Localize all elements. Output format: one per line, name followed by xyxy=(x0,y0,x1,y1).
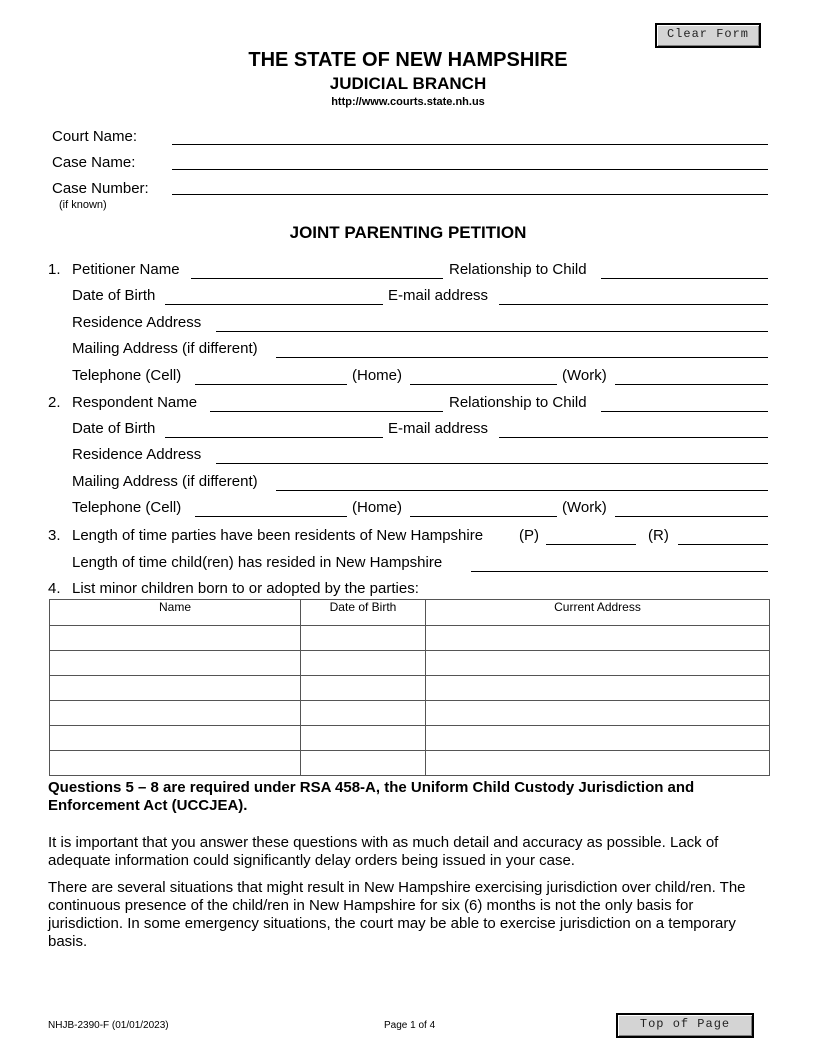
petitioner-mailing-field[interactable] xyxy=(276,357,768,358)
child-name-cell[interactable] xyxy=(50,676,301,701)
section-2-number: 2. xyxy=(48,394,61,411)
form-id: NHJB-2390-F (01/01/2023) xyxy=(48,1020,169,1031)
case-number-label: Case Number: xyxy=(52,180,149,197)
respondent-home-field[interactable] xyxy=(410,516,557,517)
petitioner-work-label: (Work) xyxy=(562,367,607,384)
child-residency-field[interactable] xyxy=(471,571,768,572)
children-list-label: List minor children born to or adopted by the parties: xyxy=(72,580,419,597)
child-residency-label: Length of time child(ren) has resided in New Hampshire xyxy=(72,554,443,571)
table-row xyxy=(50,751,770,776)
respondent-relationship-label: Relationship to Child xyxy=(449,394,587,411)
children-table xyxy=(49,599,770,776)
petitioner-email-field[interactable] xyxy=(499,304,768,305)
respondent-dob-field[interactable] xyxy=(165,437,383,438)
top-of-page-button[interactable]: Top of Page xyxy=(616,1013,754,1038)
table-row xyxy=(50,726,770,751)
respondent-work-label: (Work) xyxy=(562,499,607,516)
court-url: http://www.courts.state.nh.us xyxy=(331,96,485,108)
child-address-cell[interactable] xyxy=(426,676,770,701)
petitioner-name-field[interactable] xyxy=(191,278,443,279)
respondent-residence-field[interactable] xyxy=(216,463,768,464)
petitioner-home-field[interactable] xyxy=(410,384,557,385)
child-dob-cell[interactable] xyxy=(301,701,426,726)
respondent-name-field[interactable] xyxy=(210,411,443,412)
respondent-mailing-label: Mailing Address (if different) xyxy=(72,473,258,490)
section-4-number: 4. xyxy=(48,580,61,597)
petitioner-home-label: (Home) xyxy=(352,367,403,384)
respondent-email-field[interactable] xyxy=(499,437,768,438)
respondent-cell-label: Telephone (Cell) xyxy=(72,499,182,516)
child-name-cell[interactable] xyxy=(50,651,301,676)
respondent-mailing-field[interactable] xyxy=(276,490,768,491)
case-number-field[interactable] xyxy=(172,194,768,195)
column-header-dob: Date of Birth xyxy=(301,600,426,626)
petitioner-email-label: E-mail address xyxy=(388,287,489,304)
petitioner-dob-label: Date of Birth xyxy=(72,287,156,304)
child-dob-cell[interactable] xyxy=(301,626,426,651)
child-dob-cell[interactable] xyxy=(301,651,426,676)
column-header-name: Name xyxy=(50,600,301,626)
petitioner-cell-field[interactable] xyxy=(195,384,347,385)
column-header-address: Current Address xyxy=(426,600,770,626)
uccjea-heading: Questions 5 – 8 are required under RSA 458-A, the Uniform Child Custody Jurisdiction and Enforcement Act (UCCJEA). xyxy=(48,779,695,814)
child-name-cell[interactable] xyxy=(50,626,301,651)
respondent-name-label: Respondent Name xyxy=(72,394,198,411)
respondent-email-label: E-mail address xyxy=(388,420,489,437)
residency-r-label: (R) xyxy=(648,527,669,544)
respondent-home-label: (Home) xyxy=(352,499,403,516)
respondent-cell-field[interactable] xyxy=(195,516,347,517)
jurisdiction-paragraph: There are several situations that might result in New Hampshire exercising jurisdiction over child/ren. The continuous presence of the child/ren in New Hampshire for six (6) months is not the only basis for jurisdiction. In some emergency situations, the court may be able to exercise jurisdiction on a temporary basis. xyxy=(48,879,746,950)
case-name-field[interactable] xyxy=(172,169,768,170)
court-name-label: Court Name: xyxy=(52,128,138,145)
respondent-relationship-field[interactable] xyxy=(601,411,768,412)
table-row xyxy=(50,651,770,676)
respondent-work-field[interactable] xyxy=(615,516,768,517)
parties-residency-label: Length of time parties have been residents of New Hampshire xyxy=(72,527,484,544)
petitioner-work-field[interactable] xyxy=(615,384,768,385)
section-1-number: 1. xyxy=(48,261,61,278)
page-number: Page 1 of 4 xyxy=(384,1020,436,1031)
table-row xyxy=(50,701,770,726)
court-name-field[interactable] xyxy=(172,144,768,145)
residency-p-label: (P) xyxy=(519,527,539,544)
petitioner-residence-label: Residence Address xyxy=(72,314,202,331)
child-dob-cell[interactable] xyxy=(301,726,426,751)
if-known-note: (if known) xyxy=(59,199,107,211)
child-name-cell[interactable] xyxy=(50,726,301,751)
petitioner-residence-field[interactable] xyxy=(216,331,768,332)
child-address-cell[interactable] xyxy=(426,651,770,676)
petitioner-relationship-label: Relationship to Child xyxy=(449,261,587,278)
child-address-cell[interactable] xyxy=(426,701,770,726)
respondent-dob-label: Date of Birth xyxy=(72,420,156,437)
table-row xyxy=(50,626,770,651)
child-name-cell[interactable] xyxy=(50,701,301,726)
form-title: JOINT PARENTING PETITION xyxy=(289,223,527,242)
respondent-residence-label: Residence Address xyxy=(72,446,202,463)
child-address-cell[interactable] xyxy=(426,726,770,751)
state-title: THE STATE OF NEW HAMPSHIRE xyxy=(248,49,568,71)
table-row xyxy=(50,676,770,701)
residency-r-field[interactable] xyxy=(678,544,768,545)
petitioner-name-label: Petitioner Name xyxy=(72,261,180,278)
child-address-cell[interactable] xyxy=(426,626,770,651)
table-header-row xyxy=(50,600,770,626)
petitioner-dob-field[interactable] xyxy=(165,304,383,305)
accuracy-paragraph: It is important that you answer these questions with as much detail and accuracy as possible. Lack of adequate information could significantly delay orders being issued in your case. xyxy=(48,834,719,869)
child-dob-cell[interactable] xyxy=(301,751,426,776)
child-name-cell[interactable] xyxy=(50,751,301,776)
petitioner-relationship-field[interactable] xyxy=(601,278,768,279)
petitioner-cell-label: Telephone (Cell) xyxy=(72,367,182,384)
child-address-cell[interactable] xyxy=(426,751,770,776)
branch-title: JUDICIAL BRANCH xyxy=(329,74,487,93)
petitioner-mailing-label: Mailing Address (if different) xyxy=(72,340,258,357)
clear-form-button[interactable]: Clear Form xyxy=(655,23,761,48)
child-dob-cell[interactable] xyxy=(301,676,426,701)
residency-p-field[interactable] xyxy=(546,544,636,545)
section-3-number: 3. xyxy=(48,527,61,544)
case-name-label: Case Name: xyxy=(52,154,136,171)
